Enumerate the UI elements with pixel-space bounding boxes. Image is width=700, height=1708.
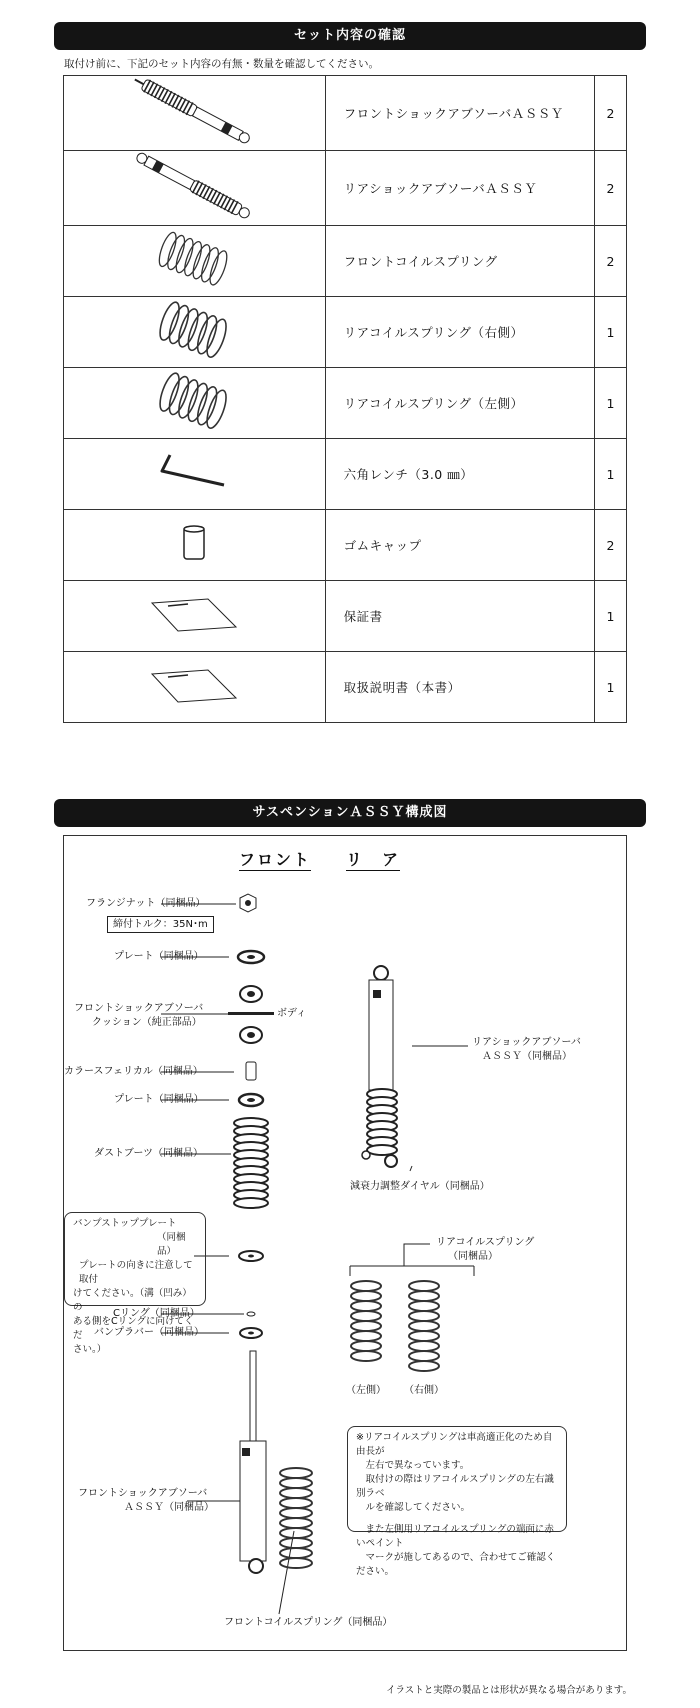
table-row xyxy=(64,652,627,723)
item-name: ゴムキャップ xyxy=(325,510,594,581)
right-side-label: （右側） xyxy=(404,1385,444,1396)
item-qty: 2 xyxy=(595,226,627,297)
item-qty: 1 xyxy=(595,581,627,652)
item-name: リアコイルスプリング（右側） xyxy=(325,297,594,368)
item-name: リアショックアブソーバＡＳＳＹ xyxy=(325,151,594,226)
note-box: ※リアコイルスプリングは車高適正化のため自由長が 左右で異なっています。 取付けの際はリアコイルスプリングの左右識別ラベ ルを確認してください。 また左側用リアコイルスプリングの端面に赤いペイント マークが施してあるので、合わせてご確認ください。 xyxy=(347,1426,567,1532)
document-icon xyxy=(144,591,244,637)
hex-wrench-icon xyxy=(154,447,234,497)
coil-spring-icon xyxy=(144,299,244,361)
item-qty: 2 xyxy=(595,76,627,151)
damping-dial-label: 減衰力調整ダイヤル（同梱品） xyxy=(350,1181,490,1192)
flange-nut-label: フランジナット（同梱品） xyxy=(86,898,206,909)
item-name: リアコイルスプリング（左側） xyxy=(325,368,594,439)
front-shock-icon xyxy=(119,76,269,146)
document-icon xyxy=(144,662,244,708)
table-row xyxy=(64,510,627,581)
item-qty: 1 xyxy=(595,652,627,723)
contents-title: セット内容の確認 xyxy=(54,22,646,50)
front-header: フロント xyxy=(239,850,312,869)
table-row xyxy=(64,151,627,226)
table-row xyxy=(64,581,627,652)
item-name: フロントショックアブソーバＡＳＳＹ xyxy=(325,76,594,151)
table-row xyxy=(64,297,627,368)
table-row xyxy=(64,226,627,297)
item-name: 六角レンチ（3.0 ㎜） xyxy=(325,439,594,510)
plate-label-1: プレート（同梱品） xyxy=(114,951,204,962)
torque-label: 締付トルク：35N･m xyxy=(107,916,214,933)
rear-shock-label: リアショックアブソーバ ＡＳＳＹ（同梱品） xyxy=(472,1037,581,1062)
table-row xyxy=(64,439,627,510)
table-row xyxy=(64,76,627,151)
contents-intro: 取付け前に、下記のセット内容の有無・数量を確認してください。 xyxy=(64,58,379,70)
rubber-cap-icon xyxy=(179,521,209,565)
bump-stop-plate-box: バンプストッププレート （同梱品） プレートの向きに注意して取付 けてください。（溝（凹み）の ある側をCリングに向けてくだ さい。） xyxy=(64,1212,206,1306)
front-shock-label: フロントショックアブソーバ ＡＳＳＹ（同梱品） xyxy=(78,1488,214,1513)
item-name: 保証書 xyxy=(325,581,594,652)
item-name: 取扱説明書（本書） xyxy=(325,652,594,723)
item-qty: 2 xyxy=(595,510,627,581)
assembly-title: サスペンションＡＳＳＹ構成図 xyxy=(54,799,646,827)
coil-spring-icon xyxy=(144,229,244,289)
coil-spring-icon xyxy=(144,370,244,432)
item-qty: 1 xyxy=(595,297,627,368)
assembly-diagram xyxy=(63,835,627,1651)
item-qty: 2 xyxy=(595,151,627,226)
rear-spring-label: リアコイルスプリング （同梱品） xyxy=(436,1237,535,1262)
rear-header: リ ア xyxy=(346,850,401,869)
disclaimer: イラストと実際の製品とは形状が異なる場合があります。 xyxy=(386,1685,632,1696)
left-side-label: （左側） xyxy=(346,1385,386,1396)
c-ring-label: Cリング（同梱品） xyxy=(113,1308,200,1319)
item-qty: 1 xyxy=(595,439,627,510)
item-qty: 1 xyxy=(595,368,627,439)
plate-label-2: プレート（同梱品） xyxy=(114,1094,204,1105)
front-spring-label: フロントコイルスプリング（同梱品） xyxy=(224,1617,393,1628)
cushion-label: フロントショックアブソーバ クッション（純正部品） xyxy=(74,1003,204,1028)
contents-table xyxy=(63,75,627,723)
dust-boot-label: ダストブーツ（同梱品） xyxy=(94,1148,203,1159)
rear-shock-icon xyxy=(119,151,269,221)
item-name: フロントコイルスプリング xyxy=(325,226,594,297)
body-label: ボディ xyxy=(277,1008,307,1019)
table-row xyxy=(64,368,627,439)
collar-label: カラースフェリカル（同梱品） xyxy=(64,1066,203,1077)
bump-rubber-label: バンプラバー（同梱品） xyxy=(94,1327,204,1338)
